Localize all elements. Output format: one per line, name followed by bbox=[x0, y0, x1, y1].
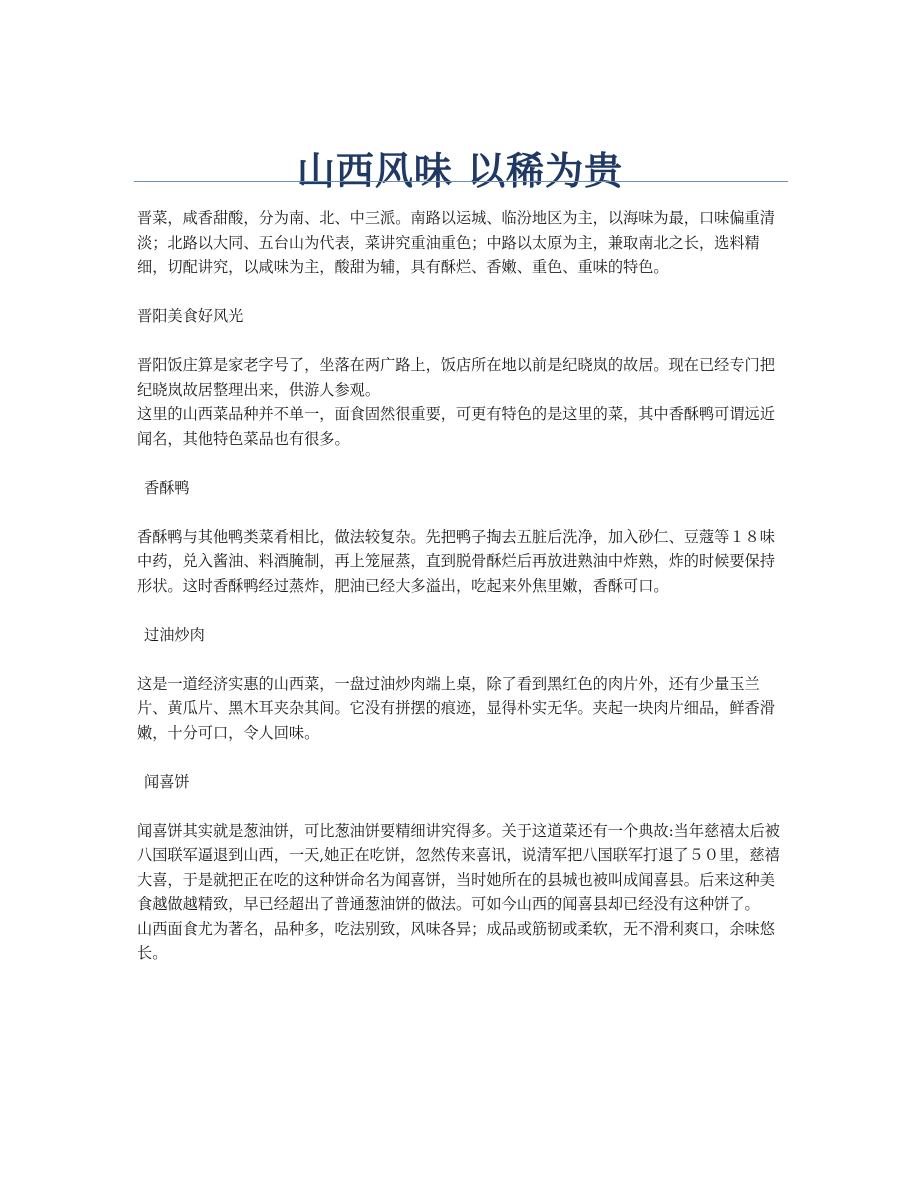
paragraph-jinyang-1: 晋阳饭庄算是家老字号了，坐落在两广路上，饭店所在地以前是纪晓岚的故居。现在已经专门把纪晓岚故居整理出来，供游人参观。 bbox=[137, 356, 775, 399]
title-divider bbox=[134, 181, 788, 182]
intro-paragraph: 晋菜，咸香甜酸，分为南、北、中三派。南路以运城、临汾地区为主，以海味为最，口味偏重清淡；北路以大同、五台山为代表，菜讲究重油重色；中路以太原为主，兼取南北之长，选料精细，切配讲究，以咸味为主，酸甜为辅，具有酥烂、香嫩、重色、重味的特色。 bbox=[137, 209, 775, 276]
section-heading-xiangsuya: 香酥鸭 bbox=[144, 478, 190, 497]
paragraph-wenxibing-2: 山西面食尤为著名，品种多，吃法别致，风味各异；成品或筋韧或柔软，无不滑利爽口，余味悠长。 bbox=[137, 919, 775, 962]
page-title: 山西风味 以稀为贵 bbox=[296, 149, 624, 194]
article-body bbox=[137, 206, 787, 966]
paragraph-xiangsuya: 香酥鸭与其他鸭类菜肴相比，做法较复杂。先把鸭子掏去五脏后洗净，加入砂仁、豆蔻等１８味中药，兑入酱油、料酒腌制，再上笼屉蒸，直到脱骨酥烂后再放进熟油中炸熟，炸的时候要保持形状。这时香酥鸭经过蒸炸，肥油已经大多溢出，吃起来外焦里嫩，香酥可口。 bbox=[137, 527, 775, 595]
section-heading-jinyang: 晋阳美食好风光 bbox=[137, 307, 244, 325]
section-heading-guoyouchaorou: 过油炒肉 bbox=[144, 625, 205, 644]
section-heading-wenxibing: 闻喜饼 bbox=[144, 772, 190, 791]
paragraph-jinyang-2: 这里的山西菜品种并不单一，面食固然很重要，可更有特色的是这里的菜，其中香酥鸭可谓远近闻名，其他特色菜品也有很多。 bbox=[137, 405, 775, 448]
paragraph-wenxibing-1: 闻喜饼其实就是葱油饼，可比葱油饼要精细讲究得多。关于这道菜还有一个典故:当年慈禧太后被八国联军逼退到山西，一天,她正在吃饼，忽然传来喜讯，说清军把八国联军打退了５０里，慈禧大喜，于是就把正在吃的这种饼命名为闻喜饼，当时她所在的县城也被叫成闻喜县。后来这种美食越做越精致，早已经超出了普通葱油饼的做法。可如今山西的闻喜县却已经没有这种饼了。 bbox=[137, 821, 780, 913]
paragraph-guoyouchaorou: 这是一道经济实惠的山西菜，一盘过油炒肉端上桌，除了看到黑红色的肉片外，还有少量玉兰片、黄瓜片、黑木耳夹杂其间。它没有拼摆的痕迹，显得朴实无华。夹起一块肉片细品，鲜香滑嫩，十分可口，令人回味。 bbox=[137, 674, 775, 742]
